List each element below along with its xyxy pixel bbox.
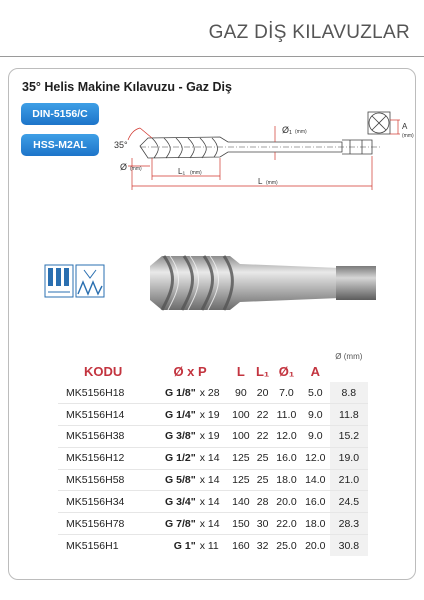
thread-size-cell: G 3/4"	[165, 495, 196, 508]
thread-profile-icon	[76, 265, 104, 297]
drill-diameter-cell: 19.0	[330, 447, 368, 469]
pitch-cell: x 11	[199, 539, 219, 552]
header-thread-length: L₁	[255, 364, 270, 379]
drill-diameter-cell: 11.8	[330, 404, 368, 426]
pitch-cell: x 14	[199, 474, 220, 487]
square-cell: 12.0	[305, 452, 326, 465]
shank-diameter-cell: 18.0	[276, 474, 297, 487]
table-row	[58, 469, 368, 491]
drill-diameter-cell: 30.8	[330, 535, 368, 557]
drill-diameter-cell: 28.3	[330, 513, 368, 535]
product-code-cell: MK5156H18	[58, 382, 152, 404]
title-divider	[0, 56, 424, 57]
square-cell: 9.0	[307, 408, 323, 421]
specification-table	[58, 352, 368, 556]
thread-length-unit-label: (mm)	[190, 170, 202, 176]
shank-diameter-cell: 20.0	[276, 495, 297, 508]
drill-diameter-cell: 21.0	[330, 469, 368, 491]
thread-length-cell: 28	[256, 495, 269, 508]
thread-size-cell: G 7/8"	[165, 517, 196, 530]
thread-length-cell: 25	[256, 474, 269, 487]
length-cell: 100	[232, 430, 250, 443]
helix-angle-label: 35°	[114, 140, 128, 150]
thread-length-cell: 25	[256, 452, 269, 465]
length-cell: 125	[232, 452, 250, 465]
pitch-cell: x 14	[199, 452, 220, 465]
thread-length-cell: 22	[256, 408, 269, 421]
total-length-label: L	[258, 177, 263, 186]
blind-hole-icon	[45, 265, 73, 297]
length-cell: 160	[232, 539, 250, 552]
header-kodu: KODU	[84, 364, 123, 379]
product-code-cell: MK5156H38	[66, 430, 125, 443]
square-size-unit-label: (mm)	[402, 133, 414, 139]
table-row	[58, 513, 368, 535]
total-length-unit-label: (mm)	[266, 180, 278, 186]
pitch-cell: x 14	[199, 495, 220, 508]
material-badge: HSS-M2AL	[21, 134, 99, 156]
thread-length-cell: 22	[256, 430, 269, 443]
length-cell: 100	[232, 408, 250, 421]
length-cell: 90	[229, 382, 254, 404]
application-icons	[44, 264, 106, 298]
square-cell: 20.0	[305, 539, 326, 552]
square-cell: 9.0	[307, 430, 323, 443]
pitch-cell: x 28	[198, 382, 229, 404]
product-code-cell: MK5156H78	[66, 517, 125, 530]
page-title: GAZ DİŞ KILAVUZLAR	[208, 22, 410, 43]
header-drill-diameter: Ø (mm)	[335, 352, 363, 361]
header-diameter-pitch: Ø x P	[173, 364, 207, 379]
pitch-cell: x 19	[199, 408, 220, 421]
table-row	[58, 535, 368, 557]
length-cell: 150	[232, 517, 250, 530]
square-cell: 16.0	[305, 495, 326, 508]
table-row	[58, 491, 368, 513]
table-row	[58, 404, 368, 426]
shank-diameter-cell: 12.0	[276, 430, 297, 443]
length-cell: 140	[232, 495, 250, 508]
header-square: A	[310, 364, 320, 379]
shank-diameter-cell: 25.0	[276, 539, 297, 552]
shank-diameter-unit-label: (mm)	[295, 129, 307, 135]
table-row	[58, 447, 368, 469]
thread-length-cell: 20	[253, 382, 272, 404]
drill-diameter-cell: 8.8	[330, 382, 368, 404]
shank-diameter-label: Ø₁	[282, 125, 293, 135]
shank-diameter-cell: 22.0	[276, 517, 297, 530]
table-header-row	[58, 352, 368, 382]
shank-diameter-cell: 7.0	[272, 382, 301, 404]
diameter-label: Ø	[120, 162, 128, 172]
drill-diameter-cell: 15.2	[330, 426, 368, 448]
square-cell: 18.0	[305, 517, 326, 530]
thread-length-label: L₁	[178, 167, 186, 176]
pitch-cell: x 14	[199, 517, 220, 530]
tap-product-photo	[140, 250, 380, 316]
product-code-cell: MK5156H34	[66, 495, 125, 508]
diameter-unit-label: (mm)	[130, 166, 142, 172]
table-row	[58, 426, 368, 448]
header-shank-diameter: Ø₁	[278, 364, 295, 379]
product-title: 35° Helis Makine Kılavuzu - Gaz Diş	[22, 80, 232, 94]
square-cell: 14.0	[305, 474, 326, 487]
product-code-cell: MK5156H12	[66, 452, 125, 465]
product-code-cell: MK5156H1	[66, 539, 119, 552]
drill-diameter-cell: 24.5	[330, 491, 368, 513]
thread-size-cell: G 1/2"	[165, 452, 196, 465]
product-code-cell: MK5156H58	[66, 474, 125, 487]
tap-technical-drawing	[110, 100, 416, 195]
square-cell: 5.0	[301, 382, 330, 404]
thread-size-cell: G 1/4"	[165, 408, 196, 421]
square-size-label: A	[402, 122, 408, 131]
thread-length-cell: 32	[256, 539, 269, 552]
shank-diameter-cell: 16.0	[276, 452, 297, 465]
header-length: L	[236, 364, 245, 379]
thread-size-cell: G 3/8"	[165, 430, 196, 443]
pitch-cell: x 19	[199, 430, 220, 443]
length-cell: 125	[232, 474, 250, 487]
thread-size-cell: G 5/8"	[165, 474, 196, 487]
table-row	[58, 382, 368, 404]
thread-size-cell: G 1"	[173, 539, 196, 552]
thread-length-cell: 30	[256, 517, 269, 530]
thread-size-cell: G 1/8"	[152, 382, 198, 404]
product-code-cell: MK5156H14	[66, 408, 125, 421]
din-standard-badge: DIN-5156/C	[21, 103, 99, 125]
shank-diameter-cell: 11.0	[276, 408, 297, 421]
